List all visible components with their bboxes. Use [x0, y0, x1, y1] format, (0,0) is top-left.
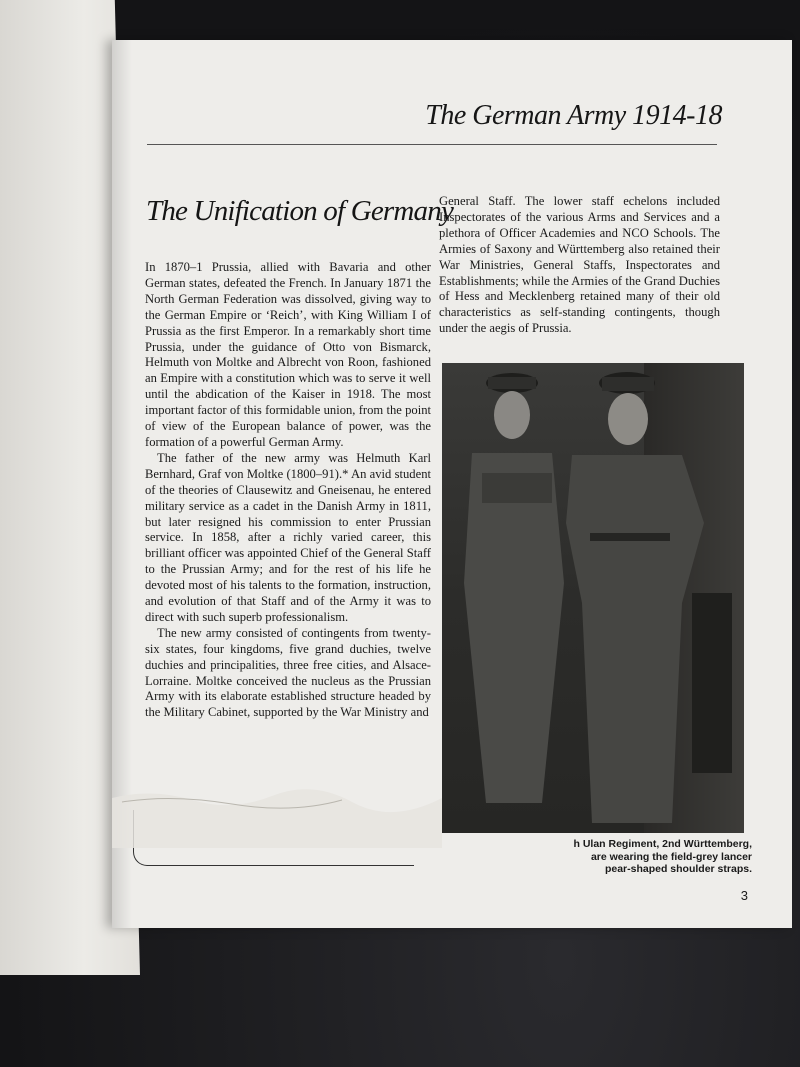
paragraph: General Staff. The lower staff echelons included Inspectorates of the various Arms and Services and a plethora of Officer Academies and NCO Schools. The Armies of Saxony and Württemberg also retained their War Ministries, General Staffs, Inspectorates and Establishments; while the Armies of the Grand Duchies of Hess and Mecklenberg retained many of their old characteristics as self-standing contingents, though under the aegis of Prussia.	[439, 194, 720, 336]
running-head: The German Army 1914-18	[425, 100, 722, 131]
paragraph: The new army consisted of contingents from twenty-six states, four kingdoms, five grand duchies, twelve duchies and principalities, three free cities, and Alsace-Lorraine. Moltke conceived the nucleus as the Prussian Army with its elaborate established structure headed by the Military Cabinet, supported by the War Ministry and	[145, 625, 431, 720]
caption-line: are wearing the field-grey lancer	[590, 850, 752, 863]
header-rule	[147, 144, 717, 145]
photo-caption	[552, 838, 752, 876]
torn-paper-damage	[112, 788, 442, 848]
photograph-two-soldiers	[442, 363, 744, 833]
soldiers-illustration	[442, 363, 744, 833]
left-column	[145, 260, 431, 721]
page-number: 3	[740, 888, 748, 903]
right-column	[439, 194, 720, 337]
caption-line: pear-shaped shoulder straps.	[604, 863, 752, 875]
caption-line: h Ulan Regiment, 2nd Württemberg,	[573, 838, 752, 850]
book-page	[112, 40, 792, 928]
paragraph: The father of the new army was Helmuth Karl Bernhard, Graf von Moltke (1800–91).* An avid student of the theories of Clausewitz and Gneisenau, he entered military service as a cadet in the Danish Army in 1811, but later resigned his commission to enter Prussian service. In 1858, after a richly varied career, this brilliant officer was appointed Chief of the General Staff to the Prussian Army; and for the rest of his life he devoted most of his talents to the formation, instruction, and evolution of that Staff and of the Army it was to direct with such superb professionalism.	[145, 450, 431, 624]
paragraph: In 1870–1 Prussia, allied with Bavaria and other German states, defeated the French. In January 1871 the North German Federation was dissolved, giving way to the German Empire or ‘Reich’, with King William I of Prussia as the first Emperor. In a remarkably short time Prussia, under the guidance of Otto von Bismarck, Helmuth von Moltke and Albrecht von Roon, fashioned an Empire with a constitution which was to serve it well until the abdication of the Kaiser in 1918. The most important factor of this formidable union, from the point of view of the European balance of power, was the formation of a powerful German Army.	[145, 260, 431, 449]
section-title: The Unification of Germany	[146, 195, 454, 227]
